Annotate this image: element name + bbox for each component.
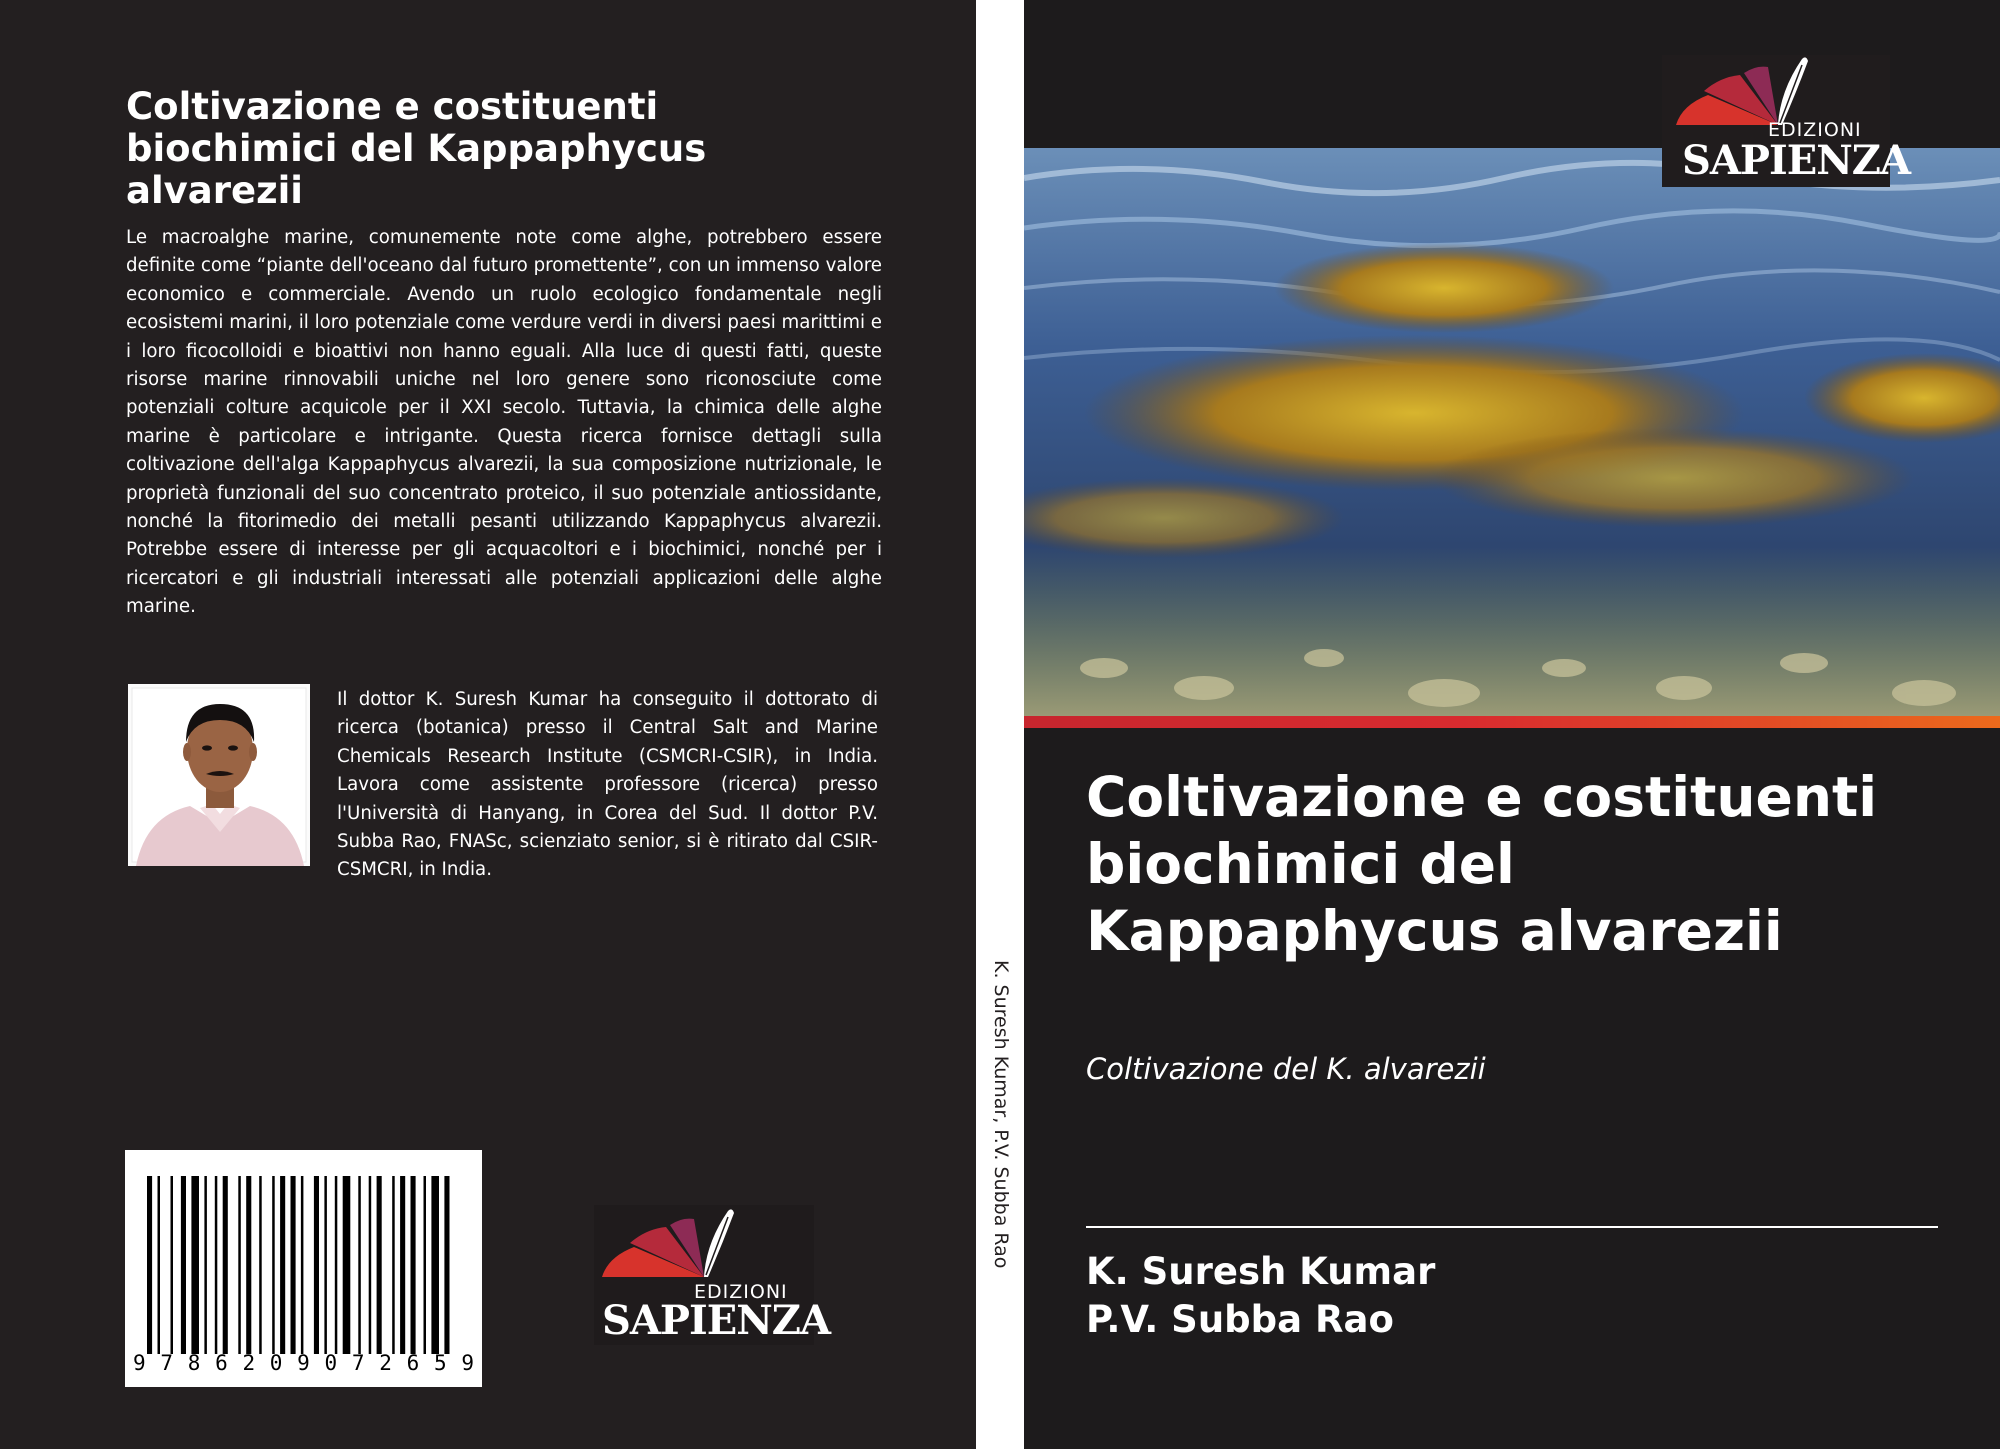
barcode-bar [215,1176,218,1354]
barcode-bar [291,1176,296,1354]
barcode-bar [343,1176,351,1354]
barcode-digit: 2 [379,1351,392,1375]
barcode-bar [181,1176,186,1354]
barcode-bar [246,1176,251,1354]
front-author-1: K. Suresh Kumar [1086,1250,1436,1293]
barcode-digit: 6 [406,1351,420,1375]
barcode-bar [411,1176,416,1354]
barcode-bar [324,1176,327,1354]
barcode-bar [191,1176,199,1354]
barcode-digit: 7 [160,1351,174,1375]
isbn-barcode [125,1150,482,1387]
barcode-bar [223,1176,228,1354]
author-bio: Il dottor K. Suresh Kumar ha conseguito il dottorato di ricerca (botanica) presso il Central Salt and Marine Chemicals Research Institute (CSMCRI-CSIR), in India. Lavora come assistente professore (ricerca) presso l'Università di Hanyang, in Corea del Sud. Il dottor P.V. Subba Rao, FNASc, scienziato senior, si è ritirato dal CSIR-CSMCRI, in India. [337,689,878,881]
spine-author-line: K. Suresh Kumar, P.V. Subba Rao [990,960,1012,1269]
spine-author-line-wrap [988,960,1012,1300]
barcode-bar [171,1176,174,1354]
back-cover-title: Coltivazione e costituenti biochimici del Kappaphycus alvarezii [126,85,707,212]
author-divider [1086,1226,1938,1228]
barcode-bar [400,1176,405,1354]
barcode-digit: 8 [187,1351,201,1375]
publisher-edizioni: EDIZIONI [1768,119,1862,141]
barcode-bar [280,1176,285,1354]
publisher-name: SAPIENZA [602,1297,830,1344]
front-cover-title: Coltivazione e costituenti biochimici del Kappaphycus alvarezii [1086,765,1878,963]
barcode-bar [358,1176,361,1354]
barcode-digit: 2 [242,1351,256,1375]
barcode-bar [369,1176,372,1354]
publisher-edizioni: EDIZIONI [694,1281,788,1303]
front-cover-subtitle: Coltivazione del K. alvarezii [1086,1052,1486,1086]
publisher-logo-front [1662,55,1910,187]
cover-accent-strip [1024,716,2000,728]
barcode-digit: 6 [215,1351,228,1375]
barcode-digit: 9 [297,1351,310,1375]
seaweed-water-image [1024,148,2000,716]
publisher-logo-back [594,1205,830,1345]
barcode-digit: 0 [269,1351,283,1375]
barcode-bar [272,1176,275,1354]
barcode-digits [133,1351,474,1375]
barcode-bar [147,1176,152,1354]
barcode-bar [335,1176,338,1354]
barcode-digit: 9 [461,1351,474,1375]
barcode-bar [392,1176,395,1354]
quill-fan-icon [594,1205,814,1285]
barcode-bar [204,1176,207,1354]
barcode-bar [377,1176,382,1354]
barcode-bar [314,1176,319,1354]
barcode-bar [259,1176,262,1354]
front-author-2: P.V. Subba Rao [1086,1298,1394,1341]
barcode-bar [301,1176,304,1354]
barcode-digit: 7 [351,1351,365,1375]
back-cover-blurb: Le macroalghe marine, comunemente note come alghe, potrebbero essere definite come “piante dell'oceano dal futuro promettente”, con un immenso valore economico e commerciale. Avendo un ruolo ecologico fondamentale negli ecosistemi marini, il loro potenziale come verdure verdi in diversi paesi marittimi e i loro ficocolloidi e bioattivi non hanno eguali. Alla luce di questi fatti, queste risorse marine rinnovabili uniche nel loro genere sono riconosciute come potenziali colture acquicole per il XXI secolo. Tuttavia, la chimica delle alghe marine è particolare e intrigante. Questa ricerca fornisce dettagli sulla coltivazione dell'alga Kappaphycus alvarezii, la sua composizione nutrizionale, le proprietà funzionali del suo concentrato proteico, il suo potenziale antiossidante, nonché la fitorimedio dei metalli pesanti utilizzando Kappaphycus alvarezii. Potrebbe essere di interesse per gli acquacoltori e i biochimici, nonché per i ricercatori e gli industriali interessati alle potenziali applicazioni delle alghe marine. [126,227,882,618]
barcode-bar [238,1176,241,1354]
barcode-digit: 0 [324,1351,338,1375]
cover-photo-seaweed [1024,148,2000,716]
barcode-bar [444,1176,449,1354]
barcode-bar [431,1176,439,1354]
barcode-digit: 5 [433,1351,447,1375]
author-portrait-image [128,684,310,866]
publisher-name: SAPIENZA [1682,137,1910,184]
barcode-digit: 9 [133,1351,146,1375]
barcode-bar [424,1176,427,1354]
author-photo [128,684,310,866]
barcode-bar [158,1176,161,1354]
